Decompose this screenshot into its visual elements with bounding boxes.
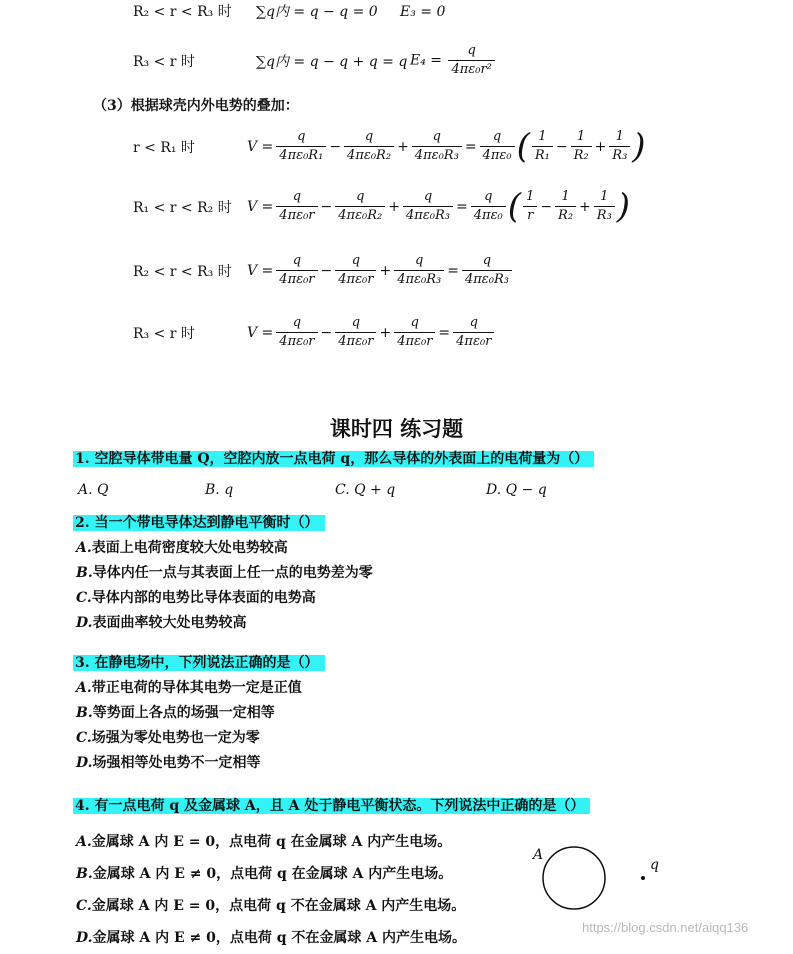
potential-prefactor: $\frac{q}{\text{4πε₀R₃}}$ (462, 252, 512, 289)
reciprocal-term: $\frac{1}{\text{R₃}}$ (609, 128, 630, 165)
potential-term: $\frac{q}{\text{4πε₀R₃}}$ (403, 188, 453, 225)
q2-option-d[interactable]: D.表面曲率较大处电势较高 (76, 615, 247, 631)
question-3-title: 3. 在静电场中，下列说法正确的是（） (73, 655, 325, 671)
potential-term: $\frac{q}{\text{4πε₀R₂}}$ (344, 128, 394, 165)
potential-prefactor: $\frac{q}{\text{4πε₀}}$ (480, 128, 515, 165)
potential-term: $\frac{q}{\text{4πε₀r}}$ (276, 314, 317, 351)
potential-term: $\frac{q}{\text{4πε₀r}}$ (276, 252, 317, 289)
eq-e4: ∑q内 = q − q + q = q (256, 54, 408, 70)
question-3 (73, 652, 325, 674)
potential-heading: （3）根据球壳内外电势的叠加： (93, 98, 299, 114)
q4-option-a[interactable]: A.金属球 A 内 E = 0，点电荷 q 在金属球 A 内产生电场。 (76, 834, 452, 850)
q4-option-c[interactable]: C.金属球 A 内 E = 0，点电荷 q 不在金属球 A 内产生电场。 (76, 898, 466, 914)
q1-option-c[interactable]: C. Q + q (335, 482, 396, 498)
q3-option-b[interactable]: B.等势面上各点的场强一定相等 (76, 705, 275, 721)
result-e4: E₄ = $\frac{q}{\text{4πε₀r²}}$ (410, 42, 497, 79)
sphere-label: A (533, 847, 544, 863)
q3-option-a[interactable]: A.带正电荷的导体其电势一定是正值 (76, 680, 302, 696)
potential-term: $\frac{q}{\text{4πε₀r}}$ (276, 188, 317, 225)
q4-options (76, 826, 466, 954)
q3-options (76, 676, 302, 776)
potential-term: $\frac{q}{\text{4πε₀r}}$ (335, 252, 376, 289)
q4-option-b[interactable]: B.金属球 A 内 E ≠ 0，点电荷 q 在金属球 A 内产生电场。 (76, 866, 453, 882)
q2-option-c[interactable]: C.导体内部的电势比导体表面的电势高 (76, 590, 316, 606)
point-charge (641, 876, 645, 880)
q1-option-a[interactable]: A. Q (78, 482, 109, 498)
q3-option-c[interactable]: C.场强为零处电势也一定为零 (76, 730, 260, 746)
question-4-title: 4. 有一点电荷 q 及金属球 A，且 A 处于静电平衡状态。下列说法中正确的是（） (73, 798, 590, 814)
cond-e4: R₃ < r 时 (133, 54, 195, 70)
q1-option-b[interactable]: B. q (205, 482, 234, 498)
sphere-figure (525, 842, 675, 917)
reciprocal-term: $\frac{1}{\text{R₂}}$ (571, 128, 592, 165)
potential-term: $\frac{q}{\text{4πε₀R₃}}$ (412, 128, 462, 165)
potential-condition: R₁ < r < R₂ 时 (133, 200, 232, 216)
potential-equation: V = $\frac{q}{\text{4πε₀r}}$ − $\frac{q}{\text{4πε₀R₂}}$ + $\frac{q}{\text{4πε₀R₃}}$ = $\frac{q}{\text{4πε₀}}$ ( $\frac{1}{r}$ − $\frac{1}{\text{R₂}}$ + $\frac{1}{\text{R₃}}$ ) (247, 186, 631, 227)
q2-option-a[interactable]: A.表面上电荷密度较大处电势较高 (76, 540, 288, 556)
potential-prefactor: $\frac{q}{\text{4πε₀r}}$ (453, 314, 494, 351)
potential-term: $\frac{q}{\text{4πε₀R₃}}$ (394, 252, 444, 289)
question-4 (73, 795, 590, 817)
watermark: https://blog.csdn.net/aiqq136 (582, 920, 749, 935)
potential-term: $\frac{q}{\text{4πε₀R₂}}$ (335, 188, 385, 225)
reciprocal-term: $\frac{1}{\text{R₁}}$ (532, 128, 553, 165)
reciprocal-term: $\frac{1}{\text{R₃}}$ (594, 188, 615, 225)
reciprocal-term: $\frac{1}{r}$ (523, 188, 537, 225)
potential-condition: R₃ < r 时 (133, 326, 195, 342)
cond-e3: R₂ < r < R₃ 时 (133, 4, 232, 20)
q3-option-d[interactable]: D.场强相等处电势不一定相等 (76, 755, 261, 771)
charge-label: q (650, 857, 659, 873)
potential-equation: V = $\frac{q}{\text{4πε₀R₁}}$ − $\frac{q}{\text{4πε₀R₂}}$ + $\frac{q}{\text{4πε₀R₃}}$ = $\frac{q}{\text{4πε₀}}$ ( $\frac{1}{\text{R₁}}$ − $\frac{1}{\text{R₂}}$ + $\frac{1}{\text{R₃}}$ ) (247, 126, 646, 167)
eq-e3: ∑q内 = q − q = 0 (256, 4, 378, 20)
q2-options (76, 536, 373, 636)
potential-condition: R₂ < r < R₃ 时 (133, 264, 232, 280)
metal-sphere (543, 847, 605, 909)
question-1-title: 1. 空腔导体带电量 Q，空腔内放一点电荷 q，那么导体的外表面上的电荷量为（） (73, 451, 594, 467)
question-1 (73, 448, 594, 470)
potential-term: $\frac{q}{\text{4πε₀R₁}}$ (276, 128, 326, 165)
potential-equation: V = $\frac{q}{\text{4πε₀r}}$ − $\frac{q}{\text{4πε₀r}}$ + $\frac{q}{\text{4πε₀r}}$ = $\frac{q}{\text{4πε₀r}}$ (246, 314, 496, 351)
q1-option-d[interactable]: D. Q − q (486, 482, 547, 498)
question-2 (73, 512, 325, 534)
q2-option-b[interactable]: B.导体内任一点与其表面上任一点的电势差为零 (76, 565, 373, 581)
q4-option-d[interactable]: D.金属球 A 内 E ≠ 0，点电荷 q 不在金属球 A 内产生电场。 (76, 930, 467, 946)
potential-equation: V = $\frac{q}{\text{4πε₀r}}$ − $\frac{q}{\text{4πε₀r}}$ + $\frac{q}{\text{4πε₀R₃}}$ = $\frac{q}{\text{4πε₀R₃}}$ (246, 252, 514, 289)
potential-term: $\frac{q}{\text{4πε₀r}}$ (335, 314, 376, 351)
section-title: 课时四 练习题 (329, 416, 464, 441)
question-2-title: 2. 当一个带电导体达到静电平衡时（） (73, 515, 325, 531)
potential-prefactor: $\frac{q}{\text{4πε₀}}$ (471, 188, 506, 225)
potential-condition: r < R₁ 时 (133, 140, 195, 156)
reciprocal-term: $\frac{1}{\text{R₂}}$ (555, 188, 576, 225)
result-e3: E₃ = 0 (400, 4, 446, 20)
potential-term: $\frac{q}{\text{4πε₀r}}$ (394, 314, 435, 351)
